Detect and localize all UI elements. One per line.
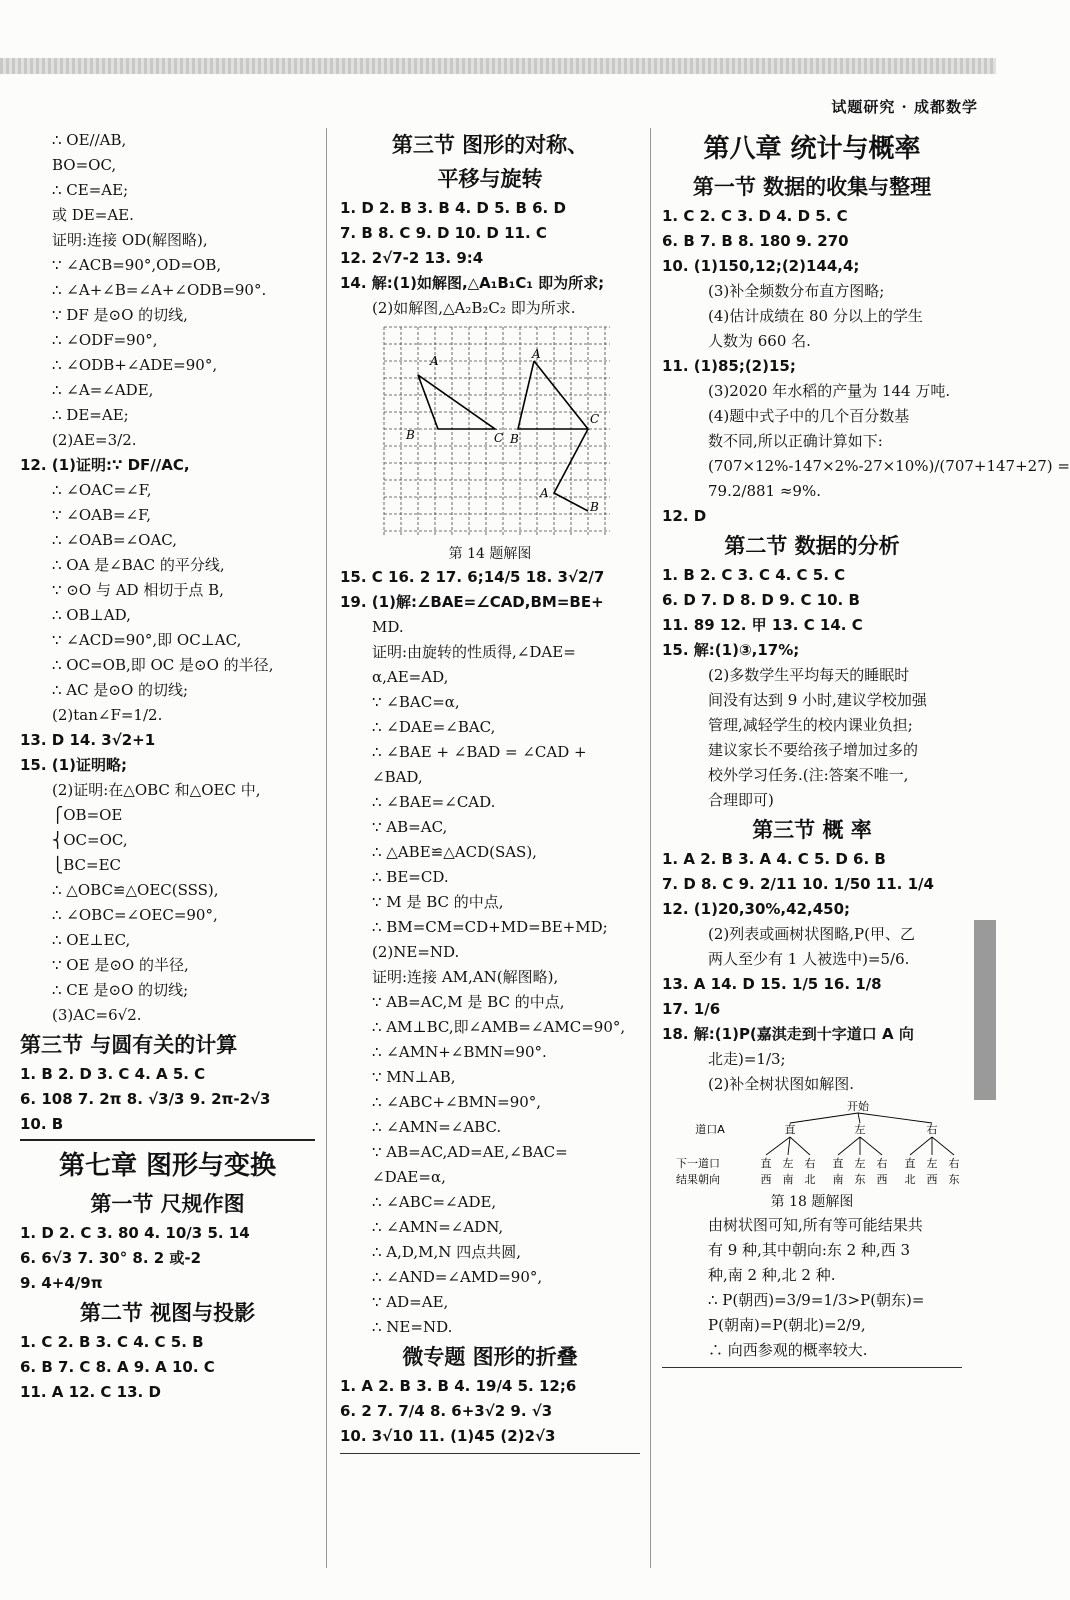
answer-line: ∵ MN⊥AB, — [372, 1068, 456, 1086]
tree-leaf-result: 南 — [782, 1173, 794, 1186]
answer-line: ∴ 向西参观的概率较大. — [708, 1341, 868, 1359]
answer-line: 15. C 16. 2 17. 6;14/5 18. 3√2/7 — [340, 568, 605, 586]
answer-line: 间没有达到 9 小时,建议学校加强 — [708, 691, 927, 709]
section-heading: 第一节 数据的收集与整理 — [692, 175, 932, 199]
answer-line: 6. D 7. D 8. D 9. C 10. B — [662, 591, 860, 609]
answer-line: (2)多数学生平均每天的睡眠时 — [708, 666, 910, 684]
chapter-heading: 第八章 统计与概率 — [703, 134, 921, 164]
tree-leaf-result: 东 — [948, 1173, 960, 1186]
answer-line: ∴ ∠ODB+∠ADE=90°, — [52, 356, 218, 374]
answer-line: ∴ ∠OBC=∠OEC=90°, — [52, 906, 218, 924]
answer-line: ∵ ⊙O 与 AD 相切于点 B, — [52, 581, 224, 599]
label-a: A — [430, 354, 439, 368]
answer-line: ∴ BE=CD. — [372, 868, 449, 886]
answer-line: (2)tan∠F=1/2. — [52, 706, 163, 724]
tree-leaf-result: 西 — [926, 1173, 938, 1186]
answer-line: (3)补全频数分布直方图略; — [708, 282, 885, 300]
answer-line: 17. 1/6 — [662, 1000, 721, 1018]
tree-leaf-result: 西 — [760, 1173, 772, 1186]
answer-line: 11. 89 12. 甲 13. C 14. C — [662, 616, 863, 634]
answer-line: 12. (1)证明:∵ DF//AC, — [20, 456, 190, 474]
answer-line: 1. B 2. C 3. C 4. C 5. C — [662, 566, 846, 584]
answer-line: (2)如解图,△A₂B₂C₂ 即为所求. — [372, 299, 576, 317]
answer-line: ⎨OC=OC, — [52, 831, 128, 849]
section-title-line-1: 第三节 图形的对称、 — [391, 133, 589, 157]
answer-line: (707×12%-147×2%-27×10%)/(707+147+27) = — [708, 457, 1070, 475]
answer-line: 1. A 2. B 3. A 4. C 5. D 6. B — [662, 850, 886, 868]
answer-line: (4)估计成绩在 80 分以上的学生 — [708, 307, 923, 325]
column-divider-1 — [326, 128, 327, 1568]
chapter-heading: 第七章 图形与变换 — [58, 1151, 277, 1181]
answer-line: 种,南 2 种,北 2 种. — [708, 1266, 836, 1284]
tree-node: 直 — [784, 1123, 796, 1136]
answer-line: ∴ OB⊥AD, — [52, 606, 131, 624]
page-edge-tab — [974, 920, 996, 1100]
answer-line: (2)证明:在△OBC 和△OEC 中, — [52, 781, 261, 799]
answer-line: ∴ ∠A+∠B=∠A+∠ODB=90°. — [52, 281, 267, 299]
answer-line: ∴ P(朝西)=3/9=1/3>P(朝东)= — [708, 1291, 925, 1309]
answer-column-left — [20, 128, 315, 1405]
answer-line: 19. (1)解:∠BAE=∠CAD,BM=BE+ — [340, 593, 604, 611]
answer-line: 校外学习任务.(注:答案不唯一, — [708, 766, 909, 784]
answer-line: 北走)=1/3; — [708, 1050, 786, 1068]
answer-line: ∴ ∠A=∠ADE, — [52, 381, 154, 399]
answer-line: (2)补全树状图如解图. — [708, 1075, 855, 1093]
answer-line: 1. C 2. C 3. D 4. D 5. C — [662, 207, 848, 225]
label-b1: B — [510, 432, 519, 446]
section-heading: 微专题 图形的折叠 — [402, 1345, 578, 1369]
answer-line: ∴ AM⊥BC,即∠AMB=∠AMC=90°, — [372, 1018, 626, 1036]
tree-leaf-direction: 直 — [904, 1157, 916, 1170]
answer-line: 10. 3√10 11. (1)45 (2)2√3 — [340, 1427, 556, 1445]
answer-line: 1. D 2. C 3. 80 4. 10/3 5. 14 — [20, 1224, 250, 1242]
label-b2: B — [590, 500, 599, 514]
column-end-rule — [340, 1453, 640, 1454]
answer-line: 1. B 2. D 3. C 4. A 5. C — [20, 1065, 206, 1083]
answer-line: 9. 4+4/9π — [20, 1274, 103, 1292]
answer-line: ∴ NE=ND. — [372, 1318, 453, 1336]
page-header: 试题研究 · 成都数学 — [831, 98, 978, 116]
answer-line: 13. D 14. 3√2+1 — [20, 731, 156, 749]
tree-leaf-direction: 左 — [926, 1157, 938, 1170]
label-a1: A — [532, 347, 541, 361]
tree-leaf-result: 北 — [804, 1173, 816, 1186]
answer-line: ∵ AB=AC, — [372, 818, 448, 836]
answer-line: 7. B 8. C 9. D 10. D 11. C — [340, 224, 547, 242]
answer-line: 15. 解:(1)③,17%; — [662, 641, 800, 659]
answer-line: 管理,减轻学生的校内课业负担; — [708, 716, 913, 734]
tree-leaf-direction: 右 — [948, 1157, 960, 1170]
answer-line: 18. 解:(1)P(嘉淇走到十字道口 A 向 — [662, 1025, 914, 1043]
tree-leaf-direction: 右 — [876, 1157, 888, 1170]
answer-line: ∵ OE 是⊙O 的半径, — [52, 956, 189, 974]
answer-line: 1. A 2. B 3. B 4. 19/4 5. 12;6 — [340, 1377, 577, 1395]
tree-label-row2: 下一道口 — [676, 1157, 720, 1170]
answer-line: 1. D 2. B 3. B 4. D 5. B 6. D — [340, 199, 566, 217]
answer-line: ∴ ∠AND=∠AMD=90°, — [372, 1268, 543, 1286]
top-scan-bar — [0, 58, 996, 74]
tree-start: 开始 — [847, 1100, 869, 1113]
answer-line: ∴ ∠ABC=∠ADE, — [372, 1193, 497, 1211]
answer-line: 11. (1)85;(2)15; — [662, 357, 796, 375]
answer-line: ∴ ∠AMN+∠BMN=90°. — [372, 1043, 547, 1061]
figure-14-caption: 第 14 题解图 — [448, 546, 532, 562]
answer-line: P(朝南)=P(朝北)=2/9, — [708, 1316, 866, 1334]
answer-line: 15. (1)证明略; — [20, 756, 127, 774]
answer-line: ∴ OA 是∠BAC 的平分线, — [52, 556, 225, 574]
answer-line: ∵ AB=AC,AD=AE,∠BAC= — [372, 1143, 568, 1161]
answer-line: α,AE=AD, — [372, 668, 449, 686]
answer-line: 7. D 8. C 9. 2/11 10. 1/50 11. 1/4 — [662, 875, 934, 893]
answer-line: 证明:连接 OD(解图略), — [52, 231, 208, 249]
answer-line: ∴ BM=CM=CD+MD=BE+MD; — [372, 918, 608, 936]
answer-line: 有 9 种,其中朝向:东 2 种,西 3 — [708, 1241, 911, 1259]
section-heading: 第三节 与圆有关的计算 — [20, 1033, 238, 1057]
tree-node: 左 — [854, 1123, 866, 1136]
answer-line: ∵ M 是 BC 的中点, — [372, 893, 504, 911]
answer-line: (3)2020 年水稻的产量为 144 万吨. — [708, 382, 951, 400]
answer-line: 两人至少有 1 人被选中)=5/6. — [708, 950, 910, 968]
section-heading: 第二节 视图与投影 — [79, 1301, 256, 1325]
answer-line: ∴ △OBC≌△OEC(SSS), — [52, 881, 219, 899]
tree-leaf-direction: 左 — [782, 1157, 794, 1170]
answer-line: ∴ ∠OAB=∠OAC, — [52, 531, 178, 549]
answer-line: 79.2/881 ≈9%. — [708, 482, 821, 500]
answer-line: ∵ ∠ACB=90°,OD=OB, — [52, 256, 222, 274]
answer-line: 6. 2 7. 7/4 8. 6+3√2 9. √3 — [340, 1402, 553, 1420]
section-heading: 第二节 数据的分析 — [724, 534, 900, 558]
answer-line: ∴ OC=OB,即 OC 是⊙O 的半径, — [52, 656, 274, 674]
answer-line: ∴ ∠OAC=∠F, — [52, 481, 152, 499]
tree-leaf-result: 南 — [832, 1173, 844, 1186]
answer-line: 14. 解:(1)如解图,△A₁B₁C₁ 即为所求; — [340, 274, 605, 292]
answer-line: ∴ ∠BAE=∠CAD. — [372, 793, 496, 811]
answer-line: 10. B — [20, 1115, 64, 1133]
answer-line: ∴ ∠ODF=90°, — [52, 331, 158, 349]
answer-line: ∠BAD, — [372, 768, 423, 786]
answer-line: ∴ DE=AE; — [52, 406, 129, 424]
answer-line: ∴ CE 是⊙O 的切线; — [52, 981, 189, 999]
answer-line: ∴ ∠AMN=∠ADN, — [372, 1218, 504, 1236]
chapter-rule — [20, 1139, 315, 1141]
answer-line: 建议家长不要给孩子增加过多的 — [708, 741, 919, 759]
answer-line: 6. 108 7. 2π 8. √3/3 9. 2π-2√3 — [20, 1090, 271, 1108]
triangle-abc — [418, 375, 495, 429]
answer-line: 数不同,所以正确计算如下: — [708, 432, 883, 450]
answer-line: ∵ AB=AC,M 是 BC 的中点, — [372, 993, 565, 1011]
answer-line: ∵ ∠OAB=∠F, — [52, 506, 152, 524]
answer-line: ∵ ∠ACD=90°,即 OC⊥AC, — [52, 631, 242, 649]
answer-line: 12. D — [662, 507, 707, 525]
section-heading: 第一节 尺规作图 — [90, 1192, 245, 1216]
answer-line: BO=OC, — [52, 156, 117, 174]
answer-line: 1. C 2. B 3. C 4. C 5. B — [20, 1333, 204, 1351]
answer-line: 6. B 7. C 8. A 9. A 10. C — [20, 1358, 215, 1376]
answer-line: ⎧OB=OE — [52, 806, 123, 824]
grid-figure-14 — [382, 325, 612, 539]
label-c: C — [494, 431, 504, 445]
answer-line: 人数为 660 名. — [708, 332, 811, 350]
answer-line: MD. — [372, 618, 404, 636]
answer-line: ∵ AD=AE, — [372, 1293, 449, 1311]
answer-line: 或 DE=AE. — [52, 206, 134, 224]
answer-line: 12. (1)20,30%,42,450; — [662, 900, 850, 918]
answer-line: ∴ OE⊥EC, — [52, 931, 131, 949]
answer-line: (2)NE=ND. — [372, 943, 460, 961]
section-heading: 第三节 概 率 — [752, 818, 872, 842]
answer-line: ∴ ∠ABC+∠BMN=90°, — [372, 1093, 542, 1111]
answer-column-right — [662, 128, 1070, 1372]
answer-line: ∵ DF 是⊙O 的切线, — [52, 306, 188, 324]
tree-leaf-direction: 左 — [854, 1157, 866, 1170]
tree-label-row3: 结果朝向 — [676, 1173, 720, 1186]
answer-line: ∴ ∠AMN=∠ABC. — [372, 1118, 502, 1136]
answer-line: ∴ AC 是⊙O 的切线; — [52, 681, 189, 699]
answer-line: 12. 2√7-2 13. 9:4 — [340, 249, 484, 267]
answer-line: 10. (1)150,12;(2)144,4; — [662, 257, 860, 275]
answer-line: ∴ △ABE≌△ACD(SAS), — [372, 843, 537, 861]
label-a2: A — [540, 486, 549, 500]
answer-line: ⎩BC=EC — [52, 856, 122, 874]
triangle-a1b1c1 — [518, 361, 588, 429]
answer-line: ∴ ∠DAE=∠BAC, — [372, 718, 496, 736]
label-b: B — [406, 428, 415, 442]
column-end-rule — [662, 1367, 962, 1368]
answer-line: 13. A 14. D 15. 1/5 16. 1/8 — [662, 975, 882, 993]
answer-line: 证明:由旋转的性质得,∠DAE= — [372, 643, 576, 661]
answer-line: ∴ CE=AE; — [52, 181, 129, 199]
answer-line: 由树状图可知,所有等可能结果共 — [708, 1216, 923, 1234]
answer-line: ∴ OE//AB, — [52, 131, 127, 149]
column-divider-2 — [650, 128, 651, 1568]
answer-line: ∴ A,D,M,N 四点共圆, — [372, 1243, 521, 1261]
tree-diagram-18 — [662, 1099, 962, 1187]
tree-label-row1: 道口A — [695, 1123, 725, 1136]
tree-leaf-result: 北 — [904, 1173, 916, 1186]
answer-line: (2)列表或画树状图略,P(甲、乙 — [708, 925, 915, 943]
label-c1: C — [590, 412, 600, 426]
answer-line: 6. B 7. B 8. 180 9. 270 — [662, 232, 849, 250]
tree-node: 右 — [926, 1123, 938, 1136]
tree-leaf-result: 西 — [876, 1173, 888, 1186]
answer-line: 合理即可) — [708, 791, 774, 809]
answer-line: (3)AC=6√2. — [52, 1006, 142, 1024]
tree-leaf-direction: 直 — [760, 1157, 772, 1170]
answer-line: (4)题中式子中的几个百分数基 — [708, 407, 910, 425]
figure-18-caption: 第 18 题解图 — [770, 1194, 854, 1210]
answer-line: ∠DAE=α, — [372, 1168, 446, 1186]
section-title-line-2: 平移与旋转 — [437, 167, 543, 191]
answer-line: ∵ ∠BAC=α, — [372, 693, 460, 711]
tree-leaf-direction: 直 — [832, 1157, 844, 1170]
tree-leaf-result: 东 — [854, 1173, 866, 1186]
answer-line: 11. A 12. C 13. D — [20, 1383, 161, 1401]
tree-leaf-direction: 右 — [804, 1157, 816, 1170]
answer-line: 6. 6√3 7. 30° 8. 2 或-2 — [20, 1249, 202, 1267]
answer-line: (2)AE=3/2. — [52, 431, 137, 449]
answer-column-middle — [340, 128, 640, 1458]
answer-line: ∴ ∠BAE + ∠BAD = ∠CAD + — [372, 743, 587, 761]
answer-line: 证明:连接 AM,AN(解图略), — [372, 968, 559, 986]
